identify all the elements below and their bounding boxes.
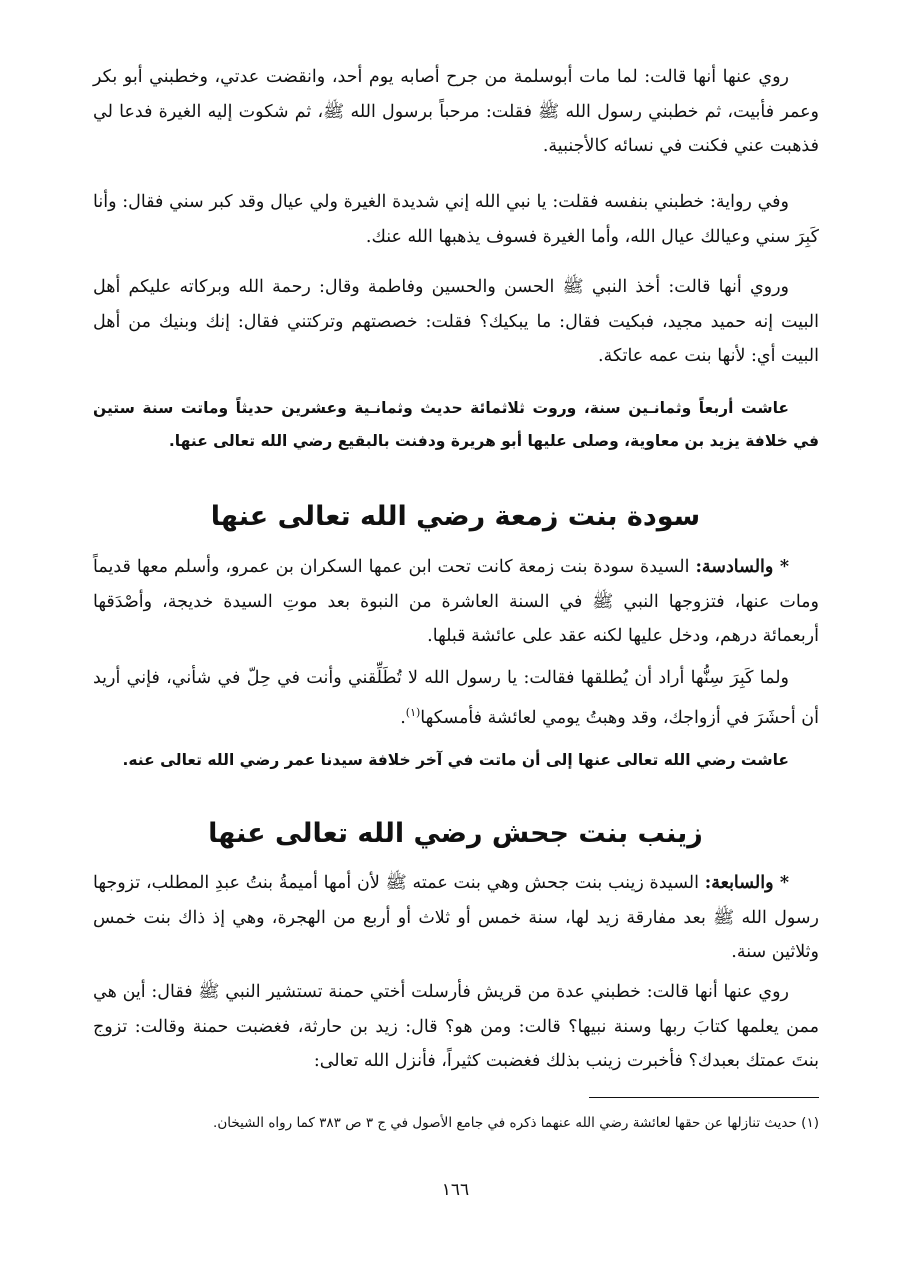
- paragraph-lead: * والسابعة:: [704, 873, 789, 893]
- bold-note-umm-salama: [93, 392, 819, 458]
- page-number: ١٦٦: [441, 1180, 470, 1200]
- paragraph-sawda-intro: [93, 550, 819, 654]
- footnote-reference: (١): [405, 705, 421, 719]
- paragraph-ahl-al-bayt: [93, 270, 819, 374]
- bold-note-sawda: [93, 744, 819, 777]
- paragraph-zaynab-intro: [93, 866, 819, 970]
- section-heading-sawda: سودة بنت زمعة رضي الله تعالى عنها: [210, 501, 701, 532]
- footnote-number: (١): [801, 1115, 819, 1131]
- paragraph-sawda-divorce: [93, 661, 819, 735]
- paragraph-text: [93, 866, 819, 970]
- bold-note-text: عاشت أربعاً وثمانـين سنة، وروت ثلاثمائة حديث وثمانـية وعشرين حديثاً وماتت سنة ستين في خلافة يزيد بن معاوية، وصلى عليها أبو هريرة ودفنت بالبقيع رضي الله تعالى عنها.: [93, 399, 819, 450]
- paragraph-text: وفي رواية: خطبني بنفسه فقلت: يا نبي الله إني شديدة الغيرة ولي عيال وقد كبر سني فقال: وأنا كَبِرَ سني وعيالك عيال الله، وأما الغيرة فسوف يذهبها الله عنك.: [93, 192, 819, 247]
- paragraph-other-narration: [93, 185, 819, 254]
- paragraph-zaynab-proposal: [93, 975, 819, 1079]
- paragraph-body: السيدة سودة بنت زمعة كانت تحت ابن عمها السكران بن عمرو، وأسلم معها قديماً ومات عنها، فتزوجها النبي ﷺ في السنة العاشرة من النبوة بعد موتِ السيدة خديجة، وأصْدَقها أربعمائة درهم، ودخل عليها لكنه عقد على عائشة قبلها.: [93, 557, 819, 646]
- footnote-divider: [589, 1097, 819, 1098]
- paragraph-body: ولما كَبِرَ سِنُّها أراد أن يُطلقها فقالت: يا رسول الله لا تُطَلِّقني وأنت في حِلّ في شأني، فإني أريد أن أحشَرَ في أزواجك، وقد وهبتُ يومي لعائشة فأمسكها: [93, 668, 819, 728]
- paragraph-umm-salama-marriage: [93, 60, 819, 164]
- bold-note-text: عاشت رضي الله تعالى عنها إلى أن ماتت في آخر خلافة سيدنا عمر رضي الله تعالى عنه.: [122, 751, 789, 769]
- paragraph-text: وروي أنها قالت: أخذ النبي ﷺ الحسن والحسين وفاطمة وقال: رحمة الله وبركاته عليكم أهل البيت إنه حميد مجيد، فبكيت فقال: ما يبكيك؟ فقلت: خصصتهم وتركتني فقال: إنك وبنيك من أهل البيت أي: لأنها بنت عمه عاتكة.: [93, 277, 819, 366]
- footnote: [93, 1108, 819, 1138]
- paragraph-text: [93, 550, 819, 654]
- paragraph-text: روي عنها أنها قالت: لما مات أبوسلمة من جرح أصابه يوم أحد، وانقضت عدتي، وخطبني أبو بكر وعمر فأبيت، ثم خطبني رسول الله ﷺ فقلت: مرحباً برسول الله ﷺ، ثم شكوت إليه الغيرة فدعا لي فذهبت عني فكنت في نسائه كالأجنبية.: [93, 67, 819, 156]
- paragraph-body: السيدة زينب بنت جحش وهي بنت عمته ﷺ لأن أمها أميمةُ بنتُ عبدِ المطلب، تزوجها رسول الله ﷺ بعد مفارقة زيد لها، سنة خمس أو ثلاث أو أربع من الهجرة، وهي إذ ذاك بنت خمس وثلاثين سنة.: [93, 873, 819, 962]
- paragraph-text: [93, 661, 819, 735]
- paragraph-text: روي عنها أنها قالت: خطبني عدة من قريش فأرسلت أختي حمنة تستشير النبي ﷺ فقال: أين هي ممن يعلمها كتابَ ربها وسنة نبيها؟ قالت: ومن هو؟ قال: زيد بن حارثة، فغضبت حمنة وقالت: تزوج بنتَ عمتك بعبدك؟ فأخبرت زينب بذلك فغضبت كثيراً، فأنزل الله تعالى:: [93, 982, 819, 1071]
- footnote-text: حديث تنازلها عن حقها لعائشة رضي الله عنهما ذكره في جامع الأصول في ج ٣ ص ٣٨٣ كما رواه الشيخان.: [213, 1115, 797, 1131]
- paragraph-end: .: [400, 707, 406, 728]
- section-heading-zaynab: زينب بنت جحش رضي الله تعالى عنها: [208, 818, 703, 849]
- paragraph-lead: * والسادسة:: [695, 557, 789, 577]
